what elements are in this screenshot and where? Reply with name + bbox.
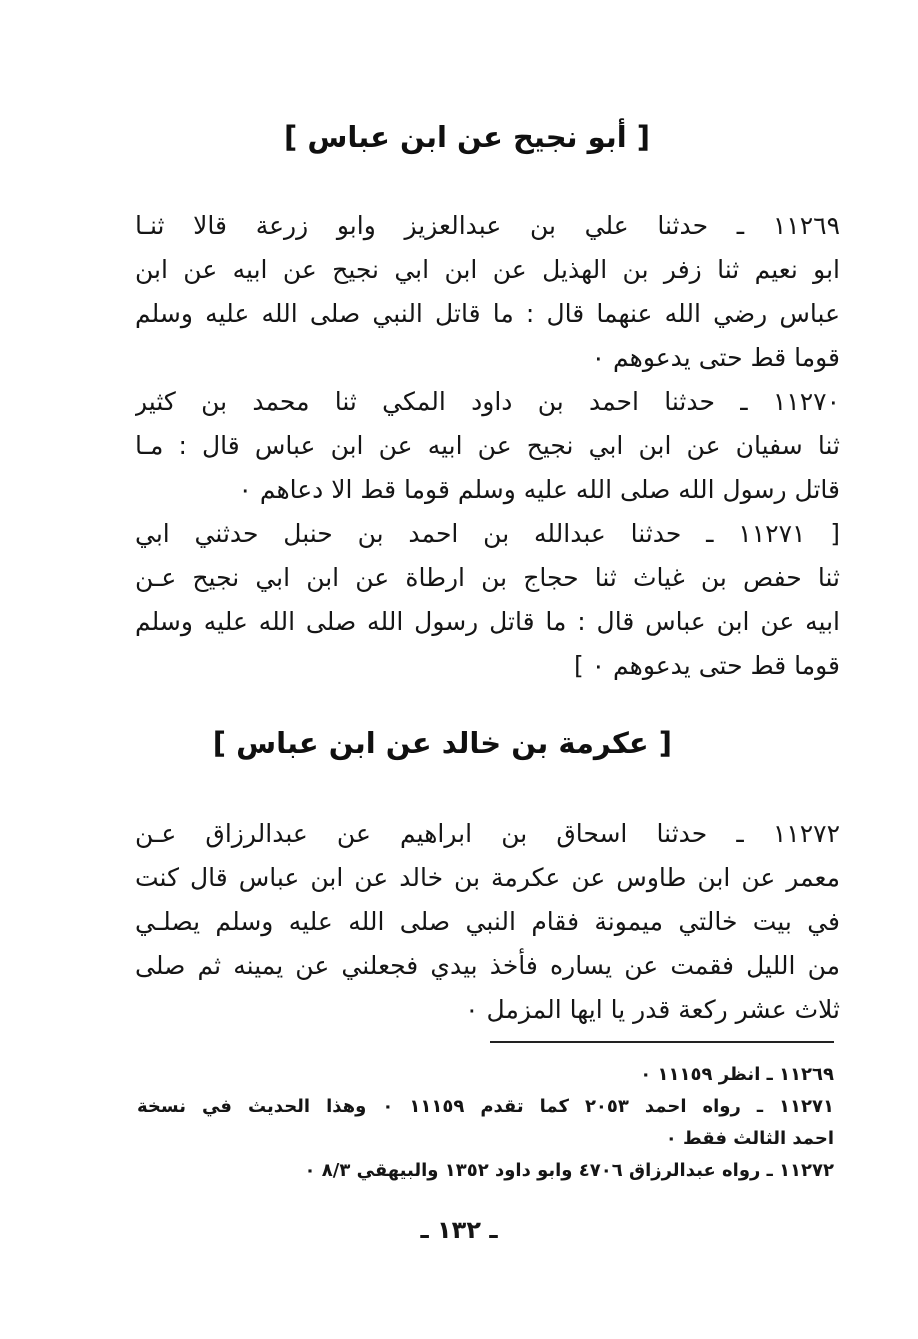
- section-heading-ikrima: [ عكرمة بن خالد عن ابن عباس ]: [212, 726, 672, 760]
- hadith-line: ١١٢٦٩ ـ حدثنا علي بن عبدالعزيز وابو زرعة قالا ثنـا: [135, 211, 840, 240]
- page-number: ـ ١٣٢ ـ: [420, 1216, 498, 1244]
- hadith-line: معمر عن ابن طاوس عن عكرمة بن خالد عن ابن عباس قال كنت: [135, 863, 840, 892]
- section-heading-abu-najih: [ أبو نجيح عن ابن عباس ]: [283, 120, 650, 154]
- hadith-line: قاتل رسول الله صلى الله عليه وسلم قوما قط الا دعاهم ٠: [238, 475, 840, 504]
- footnote-divider: [490, 1041, 834, 1043]
- hadith-line: ثلاث عشر ركعة قدر يا ايها المزمل ٠: [465, 995, 840, 1024]
- footnote: ١١٢٧١ ـ رواه احمد ٢٠٥٣ كما تقدم ١١١٥٩ ٠ وهذا الحديث في نسخة: [137, 1096, 834, 1117]
- hadith-line: ثنا حفص بن غياث ثنا حجاج بن ارطاة عن ابن ابي نجيح عـن: [135, 563, 840, 592]
- hadith-line: ابيه عن ابن عباس قال : ما قاتل رسول الله صلى الله عليه وسلم: [135, 607, 840, 636]
- hadith-line: في بيت خالتي ميمونة فقام النبي صلى الله عليه وسلم يصلـي: [135, 907, 840, 936]
- hadith-line: ١١٢٧٠ ـ حدثنا احمد بن داود المكي ثنا محمد بن كثير: [135, 387, 840, 416]
- hadith-line: قوما قط حتى يدعوهم ٠: [591, 343, 840, 372]
- footnote: احمد الثالث فقط ٠: [665, 1128, 834, 1149]
- footnote: ١١٢٦٩ ـ انظر ١١١٥٩ ٠: [640, 1064, 834, 1085]
- hadith-line: ابو نعيم ثنا زفر بن الهذيل عن ابن ابي نجيح عن ابيه عن ابن: [135, 255, 840, 284]
- hadith-line: ١١٢٧٢ ـ حدثنا اسحاق بن ابراهيم عن عبدالرزاق عـن: [135, 819, 840, 848]
- hadith-line: [ ١١٢٧١ ـ حدثنا عبدالله بن احمد بن حنبل حدثني ابي: [135, 519, 840, 548]
- footnote: ١١٢٧٢ ـ رواه عبدالرزاق ٤٧٠٦ وابو داود ١٣٥٢ والبيهقي ٨/٣ ٠: [304, 1160, 834, 1181]
- hadith-line: من الليل فقمت عن يساره فأخذ بيدي فجعلني عن يمينه ثم صلى: [135, 951, 840, 980]
- hadith-line: ثنا سفيان عن ابن ابي نجيح عن ابيه عن ابن عباس قال : مـا: [135, 431, 840, 460]
- hadith-line: عباس رضي الله عنهما قال : ما قاتل النبي صلى الله عليه وسلم: [135, 299, 840, 328]
- hadith-line: قوما قط حتى يدعوهم ٠ ]: [573, 651, 840, 680]
